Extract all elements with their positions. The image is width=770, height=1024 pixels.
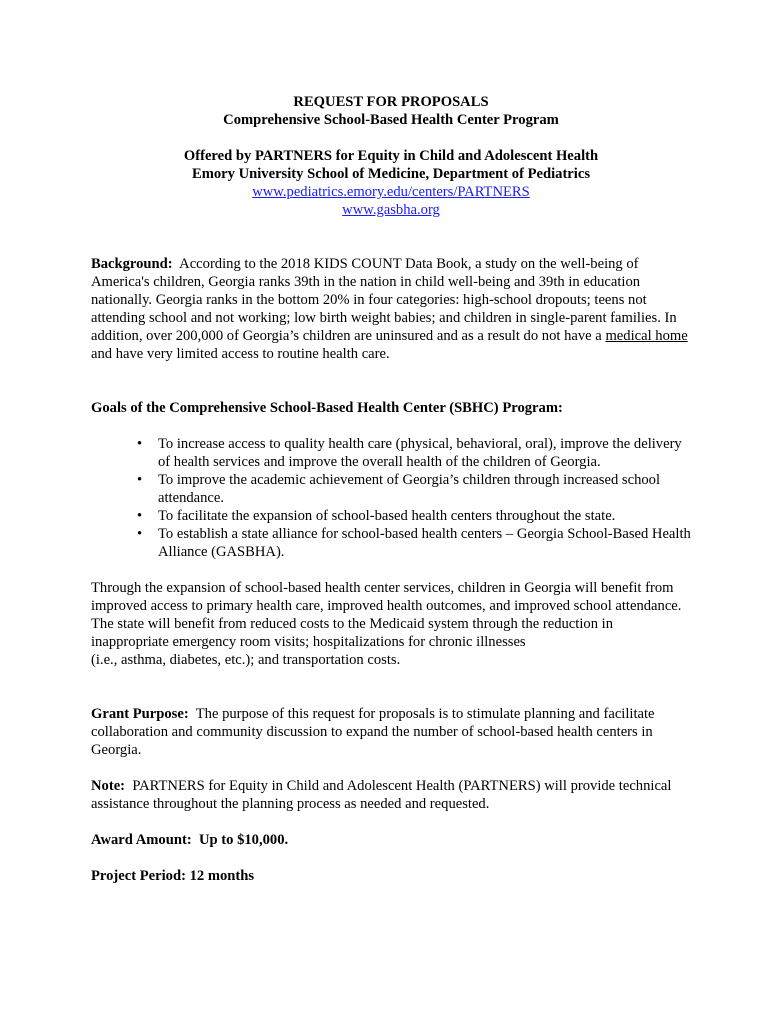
document-header bbox=[91, 93, 691, 219]
background-text: According to the 2018 KIDS COUNT Data Book, a study on the well-being of America's children, Georgia ranks 39th in the nation in child well-being and 39th in education nationally. Georgia ranks in the bottom 20% in four categories: high-school dropouts; teens not attending school and not working; low birth weight babies; and children in single-parent families. In addition, over 200,000 of Georgia’s children are uninsured and as a result do not have a bbox=[91, 256, 677, 344]
grant-purpose-label: Grant Purpose: bbox=[91, 706, 189, 722]
background-paragraph bbox=[91, 255, 691, 363]
award-amount: Award Amount: Up to $10,000. bbox=[91, 832, 289, 848]
list-item bbox=[137, 471, 691, 507]
list-item bbox=[137, 435, 691, 471]
gasbha-link[interactable]: www.gasbha.org bbox=[342, 202, 440, 218]
list-item bbox=[137, 525, 691, 561]
note-text: PARTNERS for Equity in Child and Adolescent Health (PARTNERS) will provide technical assistance throughout the planning process as needed and requested. bbox=[91, 778, 672, 812]
document-subtitle: Comprehensive School-Based Health Center Program bbox=[223, 112, 559, 128]
goal-text: To increase access to quality health care (physical, behavioral, oral), improve the delivery of health services and improve the overall health of the children of Georgia. bbox=[158, 436, 682, 470]
grant-purpose-paragraph bbox=[91, 705, 691, 759]
benefits-text: Through the expansion of school-based health center services, children in Georgia will benefit from improved access to primary health care, improved health outcomes, and improved school attendance. The state will benefit from reduced costs to the Medicaid system through the reduction in inappropriate emergency room visits; hospitalizations for chronic illnesses bbox=[91, 580, 682, 650]
background-text-end: and have very limited access to routine health care. bbox=[91, 346, 390, 362]
document-title: REQUEST FOR PROPOSALS bbox=[293, 94, 489, 110]
project-period: Project Period: 12 months bbox=[91, 868, 255, 884]
goal-text: To establish a state alliance for school-based health centers – Georgia School-Based Health Alliance (GASBHA). bbox=[158, 526, 691, 560]
note-label: Note: bbox=[91, 778, 126, 794]
background-label: Background: bbox=[91, 256, 173, 272]
partners-link[interactable]: www.pediatrics.emory.edu/centers/PARTNERS bbox=[252, 184, 530, 200]
goals-list bbox=[91, 435, 691, 561]
institution-line: Emory University School of Medicine, Department of Pediatrics bbox=[191, 166, 590, 182]
benefits-paragraph bbox=[91, 579, 691, 669]
bullet-icon: • bbox=[137, 472, 143, 488]
goal-text: To facilitate the expansion of school-based health centers throughout the state. bbox=[158, 508, 616, 524]
medical-home-term: medical home bbox=[605, 328, 688, 344]
document-page bbox=[91, 93, 691, 885]
note-paragraph bbox=[91, 777, 691, 813]
grant-purpose-text: The purpose of this request for proposals is to stimulate planning and facilitate collaboration and community discussion to expand the number of school-based health centers in Georgia. bbox=[91, 706, 655, 758]
list-item bbox=[137, 507, 691, 525]
goal-text: To improve the academic achievement of Georgia’s children through increased school attendance. bbox=[158, 472, 661, 506]
offered-by-line: Offered by PARTNERS for Equity in Child and Adolescent Health bbox=[183, 148, 599, 164]
benefits-text-end: (i.e., asthma, diabetes, etc.); and transportation costs. bbox=[91, 652, 401, 668]
goals-heading: Goals of the Comprehensive School-Based Health Center (SBHC) Program: bbox=[91, 400, 563, 416]
bullet-icon: • bbox=[137, 436, 143, 452]
bullet-icon: • bbox=[137, 508, 143, 524]
bullet-icon: • bbox=[137, 526, 143, 542]
